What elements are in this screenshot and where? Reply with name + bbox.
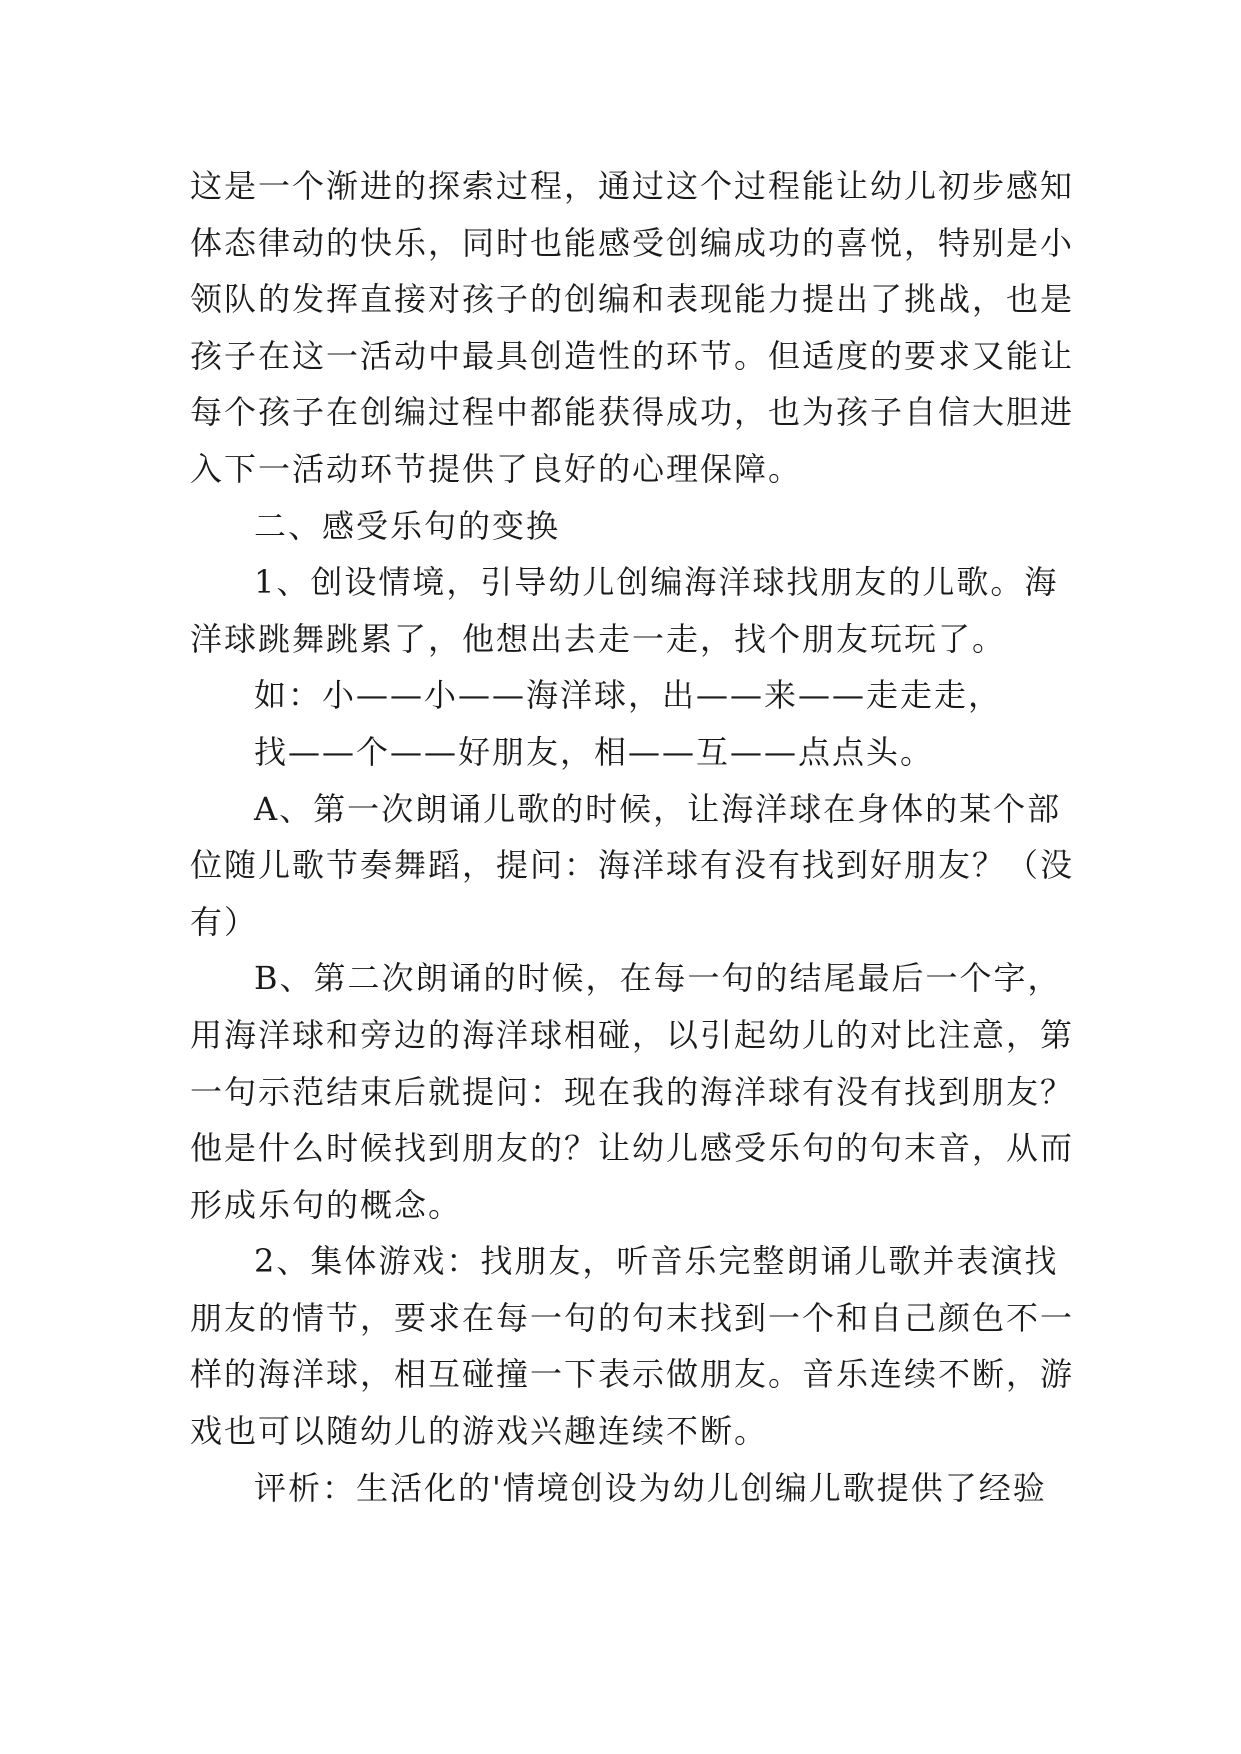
text-line: 入下一活动环节提供了良好的心理保障。 bbox=[190, 449, 803, 488]
text-line: 位随儿歌节奏舞蹈，提问：海洋球有没有找到好朋友？（没 bbox=[190, 846, 1075, 885]
rhyme-line: 如：小——小——海洋球，出——来——走走走， bbox=[254, 676, 1003, 715]
text-line: 领队的发挥直接对孩子的创编和表现能力提出了挑战，也是 bbox=[190, 280, 1075, 319]
text-line: 朋友的情节，要求在每一句的句末找到一个和自己颜色不一 bbox=[190, 1298, 1075, 1337]
text-line: 2、集体游戏：找朋友，听音乐完整朗诵儿歌并表演找 bbox=[254, 1242, 1059, 1281]
section-heading: 二、感受乐句的变换 bbox=[254, 506, 561, 545]
rhyme-line: 找——个——好朋友，相——互——点点头。 bbox=[254, 732, 935, 771]
text-line: 评析：生活化的'情境创设为幼儿创编儿歌提供了经验 bbox=[254, 1468, 1047, 1507]
text-line: 有） bbox=[190, 902, 259, 941]
text-line: 形成乐句的概念。 bbox=[190, 1185, 463, 1224]
text-line: 洋球跳舞跳累了，他想出去走一走，找个朋友玩玩了。 bbox=[190, 619, 1007, 658]
text-line: A、第一次朗诵儿歌的时候，让海洋球在身体的某个部 bbox=[254, 789, 1062, 828]
body-text bbox=[190, 158, 1075, 1516]
text-line: 样的海洋球，相互碰撞一下表示做朋友。音乐连续不断，游 bbox=[190, 1355, 1075, 1394]
text-line: 戏也可以随幼儿的游戏兴趣连续不断。 bbox=[190, 1412, 769, 1451]
text-line: 用海洋球和旁边的海洋球相碰，以引起幼儿的对比注意，第 bbox=[190, 1015, 1075, 1054]
text-line: 每个孩子在创编过程中都能获得成功，也为孩子自信大胆进 bbox=[190, 393, 1075, 432]
text-line: 一句示范结束后就提问：现在我的海洋球有没有找到朋友？ bbox=[190, 1072, 1075, 1111]
text-line: 体态律动的快乐，同时也能感受创编成功的喜悦，特别是小 bbox=[190, 223, 1075, 262]
text-line: 孩子在这一活动中最具创造性的环节。但适度的要求又能让 bbox=[190, 336, 1075, 375]
text-line: 这是一个渐进的探索过程，通过这个过程能让幼儿初步感知 bbox=[190, 167, 1075, 205]
text-line: 他是什么时候找到朋友的？让幼儿感受乐句的句末音，从而 bbox=[190, 1129, 1075, 1168]
text-line: 1、创设情境，引导幼儿创编海洋球找朋友的儿歌。海 bbox=[254, 563, 1059, 602]
text-line: B、第二次朗诵的时候，在每一句的结尾最后一个字， bbox=[254, 959, 1062, 998]
